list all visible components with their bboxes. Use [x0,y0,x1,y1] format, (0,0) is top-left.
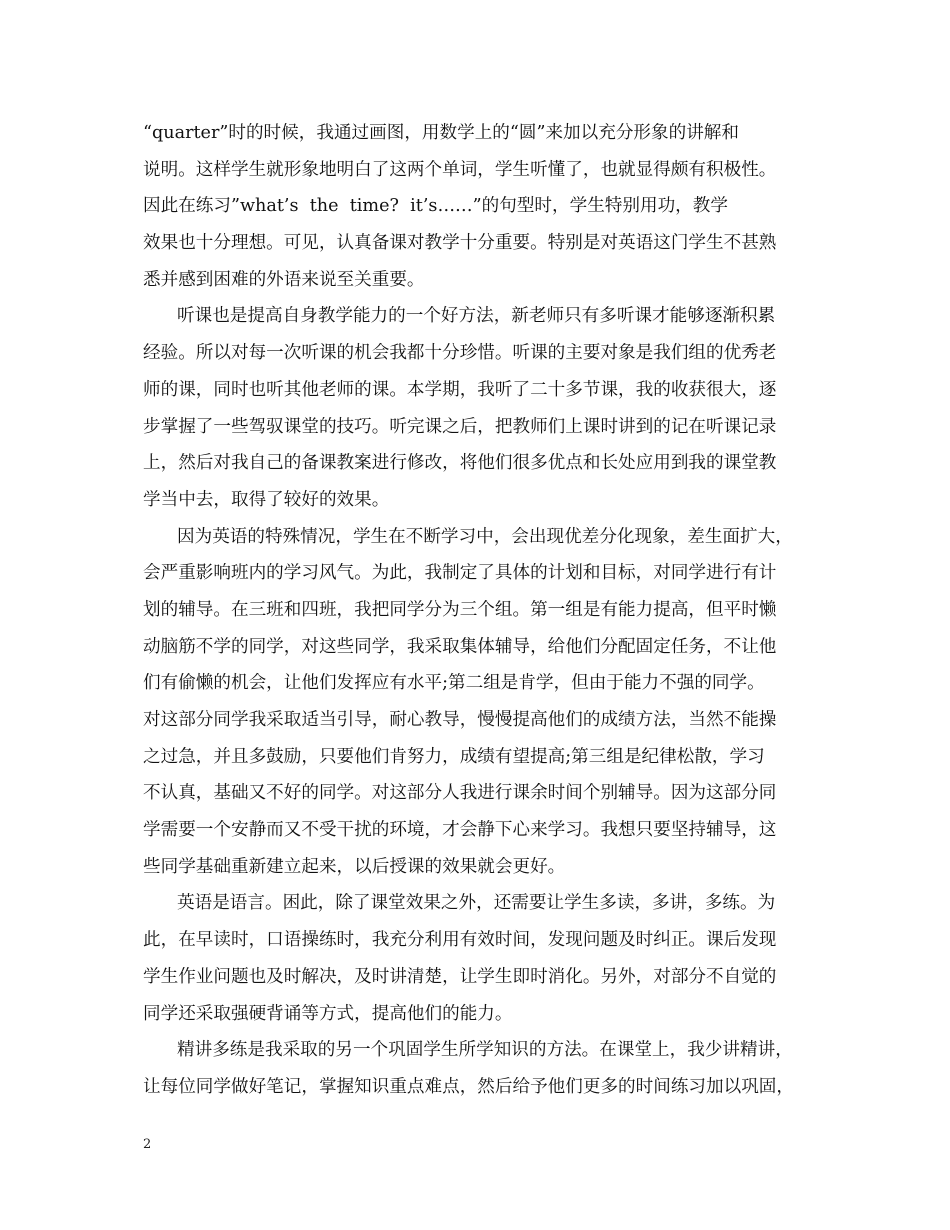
text-line: 会严重影响班内的学习风气。为此，我制定了具体的计划和目标，对同学进行有计 [143,563,777,584]
text-line: 悉并感到困难的外语来说至关重要。 [143,269,425,290]
text-line: “quarter”时的时候，我通过画图，用数学上的“圆”来加以充分形象的讲解和 [143,123,739,143]
text-line: 英语是语言。困此，除了课堂效果之外，还需要让学生多读，多讲，多练。为 [177,893,776,914]
text-line: 同学还采取强硬背诵等方式，提高他们的能力。 [143,1003,513,1024]
text-line: 些同学基础重新建立起来，以后授课的效果就会更好。 [143,856,566,877]
text-line: 们有偷懒的机会，让他们发挥应有水平;第二组是肯学，但由于能力不强的同学。 [143,673,765,694]
text-line: 让每位同学做好笔记，掌握知识重点难点，然后给予他们更多的时间练习加以巩固， [143,1076,794,1097]
text-line: 对这部分同学我采取适当引导，耐心教导，慢慢提高他们的成绩方法，当然不能操 [143,710,777,730]
text-line: 师的课，同时也听其他老师的课。本学期，我听了二十多节课，我的收获很大，逐 [143,379,777,400]
text-line: 因为英语的特殊情况，学生在不断学习中，会出现优差分化现象，差生面扩大， [177,526,793,547]
text-line: 不认真，基础又不好的同学。对这部分人我进行课余时间个别辅导。因为这部分同 [143,783,777,804]
text-line: 说明。这样学生就形象地明白了这两个单词，学生听懂了，也就显得颇有积极性。 [143,159,777,180]
text-line: 步掌握了一些驾驭课堂的技巧。听完课之后，把教师们上课时讲到的记在听课记录 [143,416,777,437]
text-line: 划的辅导。在三班和四班，我把同学分为三个组。第一组是有能力提高，但平时懒 [143,599,777,620]
text-line: 学当中去，取得了较好的效果。 [143,489,390,510]
text-line: 精讲多练是我采取的另一个巩固学生所学知识的方法。在课堂上，我少讲精讲， [177,1040,793,1061]
text-line: 此，在早读时，口语操练时，我充分利用有效时间，发现问题及时纠正。课后发现 [143,930,777,951]
text-line: 上，然后对我自己的备课教案进行修改，将他们很多优点和长处应用到我的课堂教 [143,453,777,474]
body-text [143,115,813,1106]
page-number: 2 [143,1137,152,1152]
text-line: 因此在练习”what’s the time? it’s……”的句型时，学生特别用功，教学 [143,196,728,217]
text-line: 学生作业问题也及时解决，及时讲清楚，让学生即时消化。另外，对部分不自觉的 [143,966,777,987]
text-line: 学需要一个安静而又不受干扰的环境，才会静下心来学习。我想只要坚持辅导，这 [143,820,777,841]
text-line: 听课也是提高自身教学能力的一个好方法，新老师只有多听课才能够逐渐积累 [177,306,776,327]
text-line: 动脑筋不学的同学，对这些同学，我采取集体辅导，给他们分配固定任务，不让他 [143,636,777,657]
text-line: 之过急，并且多鼓励，只要他们肯努力，成绩有望提高;第三组是纪律松散，学习 [143,746,765,767]
text-line: 效果也十分理想。可见，认真备课对教学十分重要。特别是对英语这门学生不甚熟 [143,233,777,254]
text-line: 经验。所以对每一次听课的机会我都十分珍惜。听课的主要对象是我们组的优秀老 [143,343,777,364]
